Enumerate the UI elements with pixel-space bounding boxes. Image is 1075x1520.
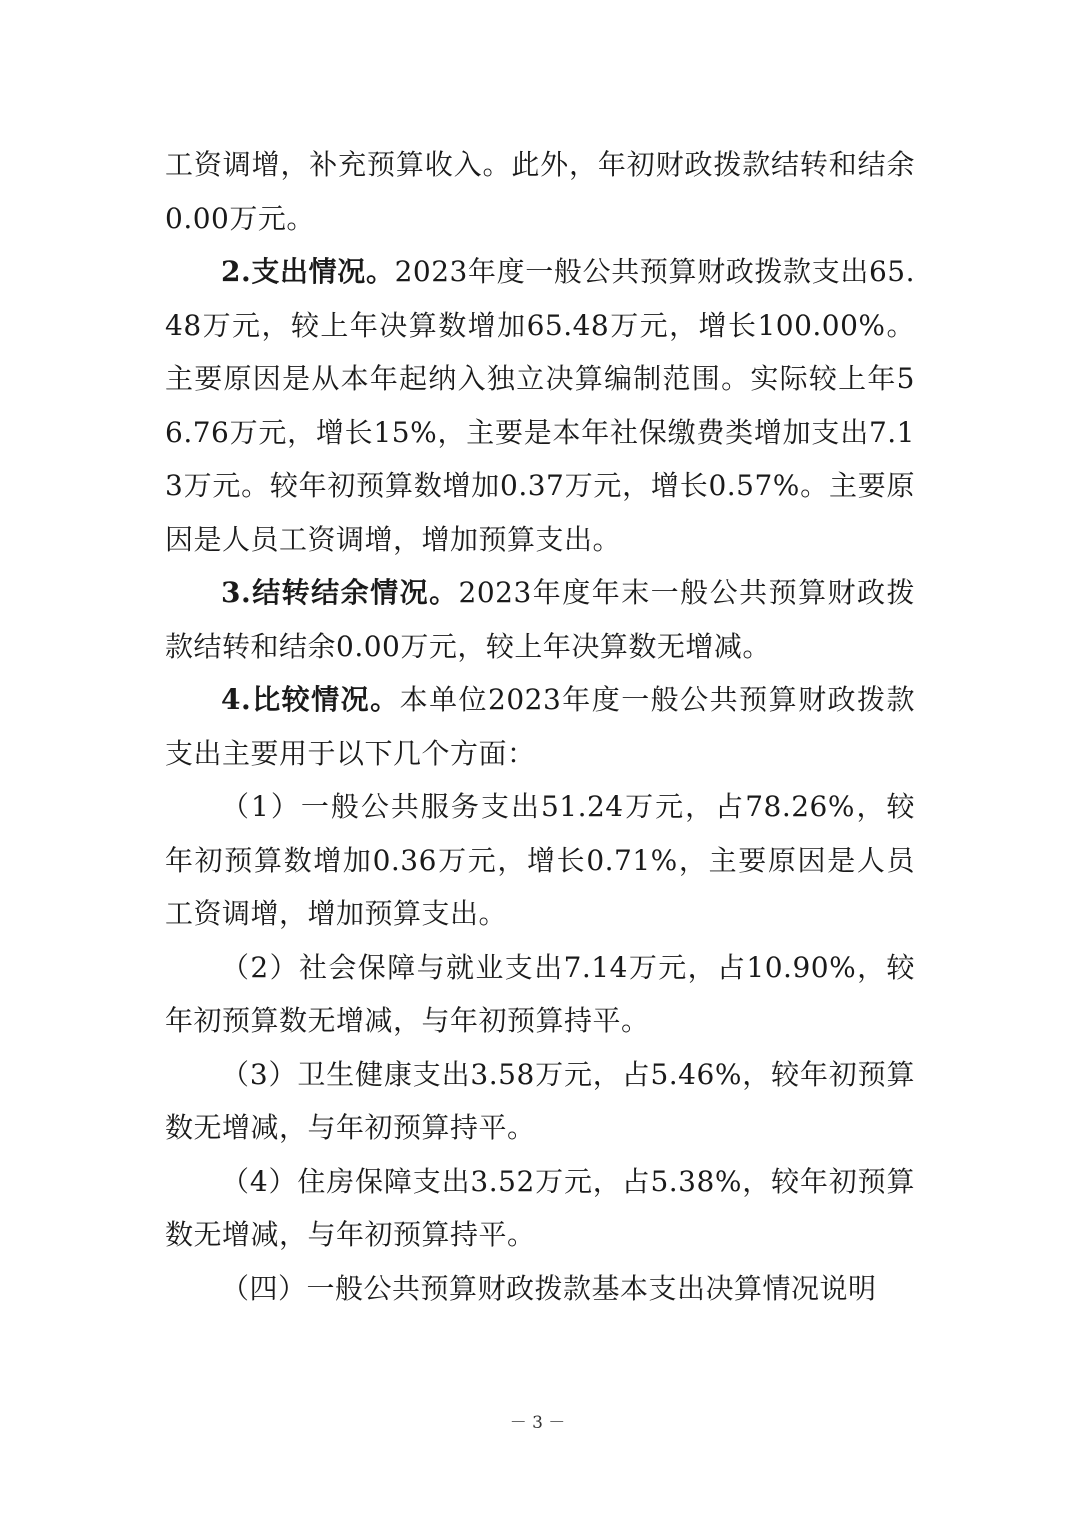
paragraph-text: 2023年度年末一般公共预算财政拨款结转和结余0.00万元，较上年决算数无增减。 bbox=[165, 576, 915, 663]
paragraph-text: （3）卫生健康支出3.58万元，占5.46%，较年初预算数无增减，与年初预算持平。 bbox=[165, 1057, 915, 1144]
list-item-housing bbox=[165, 1155, 915, 1262]
paragraph-text: （1）一般公共服务支出51.24万元，占78.26%，较年初预算数增加0.36万元，增长0.71%，主要原因是人员工资调增，增加预算支出。 bbox=[165, 790, 915, 930]
paragraph-expenditure bbox=[165, 245, 915, 566]
paragraph-income-continuation bbox=[165, 138, 915, 245]
section-title-basic-expenditure bbox=[165, 1262, 915, 1316]
paragraph-text: （2）社会保障与就业支出7.14万元，占10.90%，较年初预算数无增减，与年初预算持平。 bbox=[165, 950, 915, 1037]
list-item-general-public-services bbox=[165, 780, 915, 941]
list-item-health bbox=[165, 1048, 915, 1155]
paragraph-comparison bbox=[165, 673, 915, 780]
document-body bbox=[165, 138, 915, 1315]
section-heading-comparison: 4.比较情况。 bbox=[221, 683, 400, 716]
paragraph-text: 工资调增，补充预算收入。此外，年初财政拨款结转和结余0.00万元。 bbox=[165, 148, 915, 235]
paragraph-carryover bbox=[165, 566, 915, 673]
paragraph-text: （四）一般公共预算财政拨款基本支出决算情况说明 bbox=[221, 1271, 877, 1305]
list-item-social-security bbox=[165, 941, 915, 1048]
paragraph-text: 2023年度一般公共预算财政拨款支出65.48万元，较上年决算数增加65.48万元，增长100.00%。主要原因是从本年起纳入独立决算编制范围。实际较上年56.76万元，增长15%，主要是本年社保缴费类增加支出7.13万元。较年初预算数增加0.37万元，增长0.57%。主要原因是人员工资调增，增加预算支出。 bbox=[165, 255, 916, 556]
section-heading-carryover: 3.结转结余情况。 bbox=[221, 576, 459, 609]
paragraph-text: （4）住房保障支出3.52万元，占5.38%，较年初预算数无增减，与年初预算持平。 bbox=[165, 1164, 915, 1251]
section-heading-expenditure: 2.支出情况。 bbox=[221, 255, 395, 288]
page-number: － 3 － bbox=[509, 1413, 566, 1433]
paragraph-text: 本单位2023年度一般公共预算财政拨款支出主要用于以下几个方面： bbox=[165, 683, 915, 770]
